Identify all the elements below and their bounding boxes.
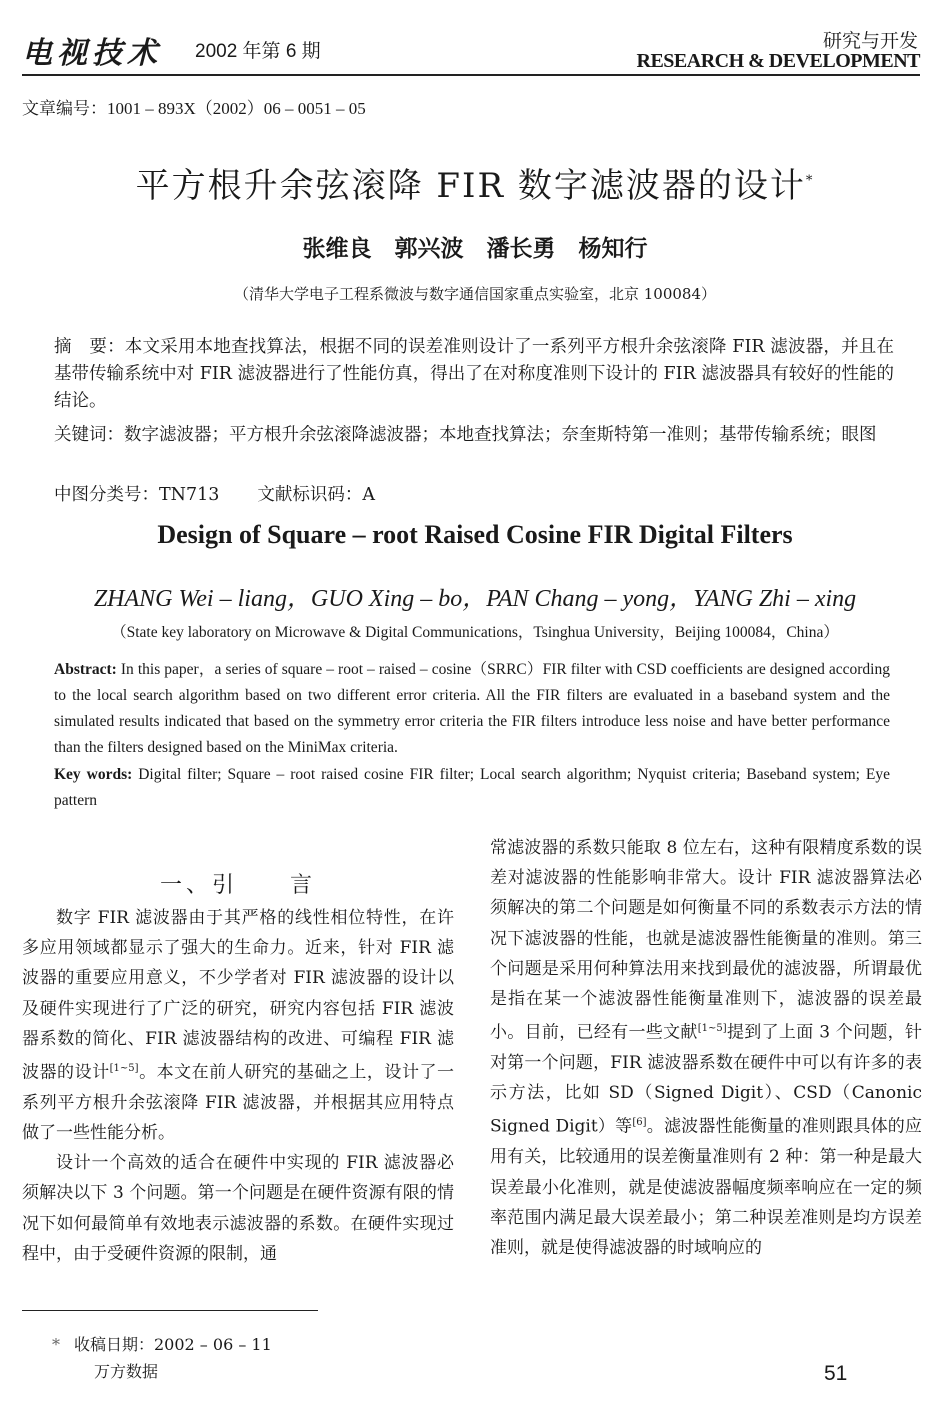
keywords-en-label: Key words: [54,766,133,783]
title-footnote-mark: * [805,173,815,189]
footnote-mark: * [52,1335,60,1354]
paragraph-text: 数字 FIR 滤波器由于其严格的线性相位特性，在许多应用领域都显示了强大的生命力。近来，针对 FIR 滤波器的重要应用意义，不少学者对 FIR 滤波器的设计以及硬件实现进行了广泛的研究，研究内容包括 FIR 滤波器系数的简化、FIR 滤波器结构的改进、可编程 FIR 滤波器的设计 [22,908,454,1083]
issue-line: 2002 年第 6 期 [195,41,321,62]
abstract-cn-label: 摘 要： [54,337,125,357]
citation: [6] [632,1117,647,1129]
abstract-en [54,657,890,761]
body-paragraph [22,903,454,1148]
footnote [52,1332,272,1355]
keywords-cn-label: 关键词： [54,425,124,445]
citation: [1~5] [697,1023,727,1035]
affiliation-en: （State key laboratory on Microwave & Digital Communications，Tsinghua University，Beijing 100084，China） [111,624,839,641]
section-label-en: RESEARCH & DEVELOPMENT [636,50,920,72]
authors-en: ZHANG Wei – liang，GUO Xing – bo，PAN Chang – yong，YANG Zhi – xing [93,586,857,612]
article-number: 文章编号：1001 – 893X（2002）06 – 0051 – 05 [22,99,366,118]
left-column [22,903,454,1269]
abstract-cn [54,334,894,415]
right-column [490,833,922,1263]
citation: [1~5] [109,1063,139,1075]
keywords-cn [54,422,894,449]
paper-title-en: Design of Square – root Raised Cosine FIR Digital Filters [157,520,793,549]
keywords-en-text: Digital filter; Square – root raised cosine FIR filter; Local search algorithm; Nyquist criteria; Baseband system; Eye pattern [54,766,891,809]
body-paragraph: 设计一个高效的适合在硬件中实现的 FIR 滤波器必须解决以下 3 个问题。第一个问题是在硬件资源有限的情况下如何最简单有效地表示滤波器的系数。在硬件实现过程中，由于受硬件资源的限制，通 [22,1153,454,1264]
database-watermark: 万方数据 [94,1362,159,1381]
document-code: 文献标识码：A [257,485,376,505]
classification-number: 中图分类号：TN713 [54,485,220,505]
body-paragraph [490,833,922,1263]
keywords-en [54,762,890,814]
paragraph-text: 常滤波器的系数只能取 8 位左右，这种有限精度系数的误差对滤波器的性能影响非常大。设计 FIR 滤波器算法必须解决的第二个问题是如何衡量不同的系数表示方法的情况下滤波器的性能，也就是滤波器性能衡量的准则。第三个问题是采用何种算法用来找到最优的滤波器，所谓最优是指在某一个滤波器性能衡量准则下，滤波器的误差最小。目前，已经有一些文献 [490,838,922,1043]
footnote-text: 收稿日期：2002 – 06 – 11 [74,1335,272,1354]
abstract-en-text: In this paper，a series of square – root – raised – cosine（SRRC）FIR filter with CSD coefficients are designed according to the local search algorithm based on two different error criteria. All the FIR filters are evaluated in a baseband system and the simulated results indicated that based on the symmetry error criteria the FIR filters introduce less noise and have better performance than the filters designed based on the MiniMax criteria. [54,661,890,756]
footnote-rule [22,1310,318,1311]
authors-cn: 张维良 郭兴波 潘长勇 杨知行 [302,235,648,261]
affiliation-cn: （清华大学电子工程系微波与数字通信国家重点实验室，北京 100084） [233,285,717,303]
abstract-en-label: Abstract: [54,661,117,678]
paragraph-text: 。本文在前人研究的基础之上，设计了一系列平方根升余弦滚降 FIR 滤波器，并根据其应用特点做了一些性能分析。 [22,1062,455,1144]
journal-logo: 电视技术 [22,37,162,70]
paper-title-text: 平方根升余弦滚降 FIR 数字滤波器的设计 [135,166,806,206]
paragraph-text: 。滤波器性能衡量的准则跟具体的应用有关，比较通用的误差衡量准则有 2 种：第一种是最大误差最小化准则，就是使滤波器幅度频率响应在一定的频率范围内满足最大误差最小；第二种误差准则是均方误差准则，就是使得滤波器的时域响应的 [490,1117,923,1258]
keywords-cn-text: 数字滤波器；平方根升余弦滚降滤波器；本地查找算法；奈奎斯特第一准则；基带传输系统；眼图 [124,425,877,445]
header-rule [22,74,920,76]
page-number: 51 [824,1362,848,1385]
abstract-cn-text: 本文采用本地查找算法，根据不同的误差准则设计了一系列平方根升余弦滚降 FIR 滤波器，并且在基带传输系统中对 FIR 滤波器进行了性能仿真，得出了在对称度准则下设计的 FIR 滤波器具有较好的性能的结论。 [54,337,894,411]
paragraph-text: 提到了上面 3 个问题，针对第一个问题，FIR 滤波器系数在硬件中可以有许多的表示方法，比如 SD（Signed Digit）、CSD（Canonic Signed Digit）等 [490,1022,922,1138]
section-heading: 一、引 言 [159,873,316,898]
classification-line [54,482,894,509]
section-label-cn: 研究与开发 [822,31,918,52]
paper-title [0,158,950,207]
